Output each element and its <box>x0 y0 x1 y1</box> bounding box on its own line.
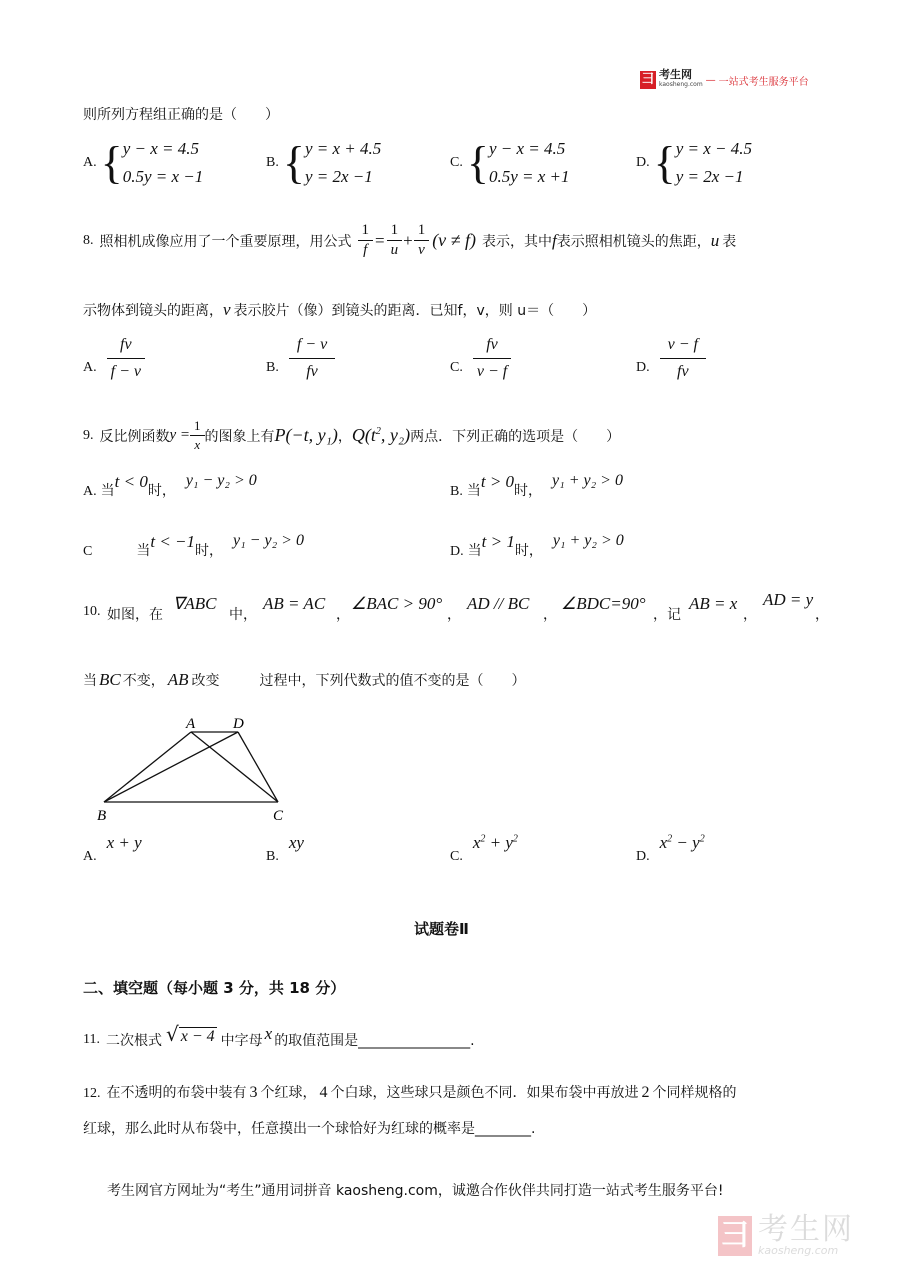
q9-option-d <box>450 532 624 560</box>
q10-comma-5: ， <box>815 607 829 623</box>
equation-1: y − x = 4.5 <box>122 139 200 158</box>
q8-r1-num: 1 <box>387 222 403 241</box>
equation-2: y = 2x −1 <box>304 167 373 186</box>
logo-mark: 彐 <box>641 72 655 87</box>
q8-text-d: 表 <box>722 233 737 250</box>
q12-n1: 3 <box>249 1084 258 1101</box>
q10-line1 <box>83 590 829 624</box>
q10-triangle: ∇ABC <box>173 594 217 613</box>
q7-prompt: 则所列方程组正确的是（ ） <box>83 107 279 123</box>
q11-text-a: 二次根式 <box>105 1033 162 1049</box>
expression <box>473 833 518 853</box>
q8-r2-den: v <box>418 242 425 258</box>
q11-line <box>83 1022 475 1052</box>
q10-line2-b: 不变， <box>122 673 165 689</box>
q10-cond-5: AB = x <box>689 594 738 613</box>
expression-sup-a: 2 <box>480 833 486 845</box>
section-heading: 二、填空题（每小题 3 分，共 18 分） <box>83 979 346 997</box>
q8-text-a: 照相机成像应用了一个重要原理，用公式 <box>99 233 352 250</box>
result: y₁ + y₂ > 0 <box>552 532 624 549</box>
when-text: 当 <box>136 543 151 559</box>
q7-option-a <box>83 135 203 191</box>
expression-part-b: − y <box>672 833 700 852</box>
q12-number: 12. <box>83 1086 101 1101</box>
logo-text: 考生网 <box>659 68 692 81</box>
label-c: C <box>273 808 284 824</box>
part2-title: 试题卷Ⅱ <box>414 920 469 938</box>
expression <box>660 833 705 853</box>
q9-point-q-sup: 2 <box>375 426 381 437</box>
q10-option-c <box>450 833 518 865</box>
q8-line2-c: f，v，则 u＝（ ） <box>457 303 597 319</box>
option-label: B. <box>266 359 279 375</box>
numerator: f − v <box>289 334 335 359</box>
shi-text: 时， <box>514 483 543 499</box>
q9-func-lhs: y = <box>169 427 191 443</box>
q8-option-d <box>636 334 706 383</box>
q8-option-b <box>266 334 335 383</box>
q8-f-var: f <box>552 230 557 250</box>
condition: t < −1 <box>150 532 196 551</box>
q12-text-a: 在不透明的布袋中装有 <box>106 1085 247 1101</box>
q9-text-c: 两点．下列正确的选项是（ ） <box>410 428 621 445</box>
q10-comma-4: ， <box>743 607 757 623</box>
expression-part-a: x <box>472 833 481 852</box>
watermark-url: kaosheng.com <box>758 1244 839 1257</box>
option-label: A. <box>83 484 97 499</box>
expression: x + y <box>106 833 142 852</box>
watermark-text: 考生网 <box>758 1212 854 1247</box>
q12-n2: 4 <box>319 1084 328 1101</box>
q10-line2-a: 当 <box>83 673 97 689</box>
q11-radicand: x − 4 <box>180 1028 215 1045</box>
expression-part-a: x <box>659 833 668 852</box>
q7-option-b <box>266 135 381 191</box>
equation-1: y = x − 4.5 <box>675 139 753 158</box>
footer-watermark <box>718 1212 854 1257</box>
q8-lhs-num: 1 <box>358 222 374 241</box>
option-label: C. <box>450 849 463 864</box>
q9-number: 9. <box>83 427 94 443</box>
brace: { <box>282 137 305 188</box>
q9-option-c <box>83 532 304 560</box>
result: y₁ − y₂ > 0 <box>185 472 257 489</box>
option-label: B. <box>266 849 279 864</box>
q7-option-d <box>636 135 752 191</box>
when-text: 当 <box>100 483 115 499</box>
q12-n3: 2 <box>641 1084 650 1101</box>
q12-text-c: 个白球，这些球只是颜色不同．如果布袋中再放进 <box>330 1085 639 1101</box>
q8-r1-den: u <box>390 242 399 258</box>
denominator: f − v <box>110 363 141 380</box>
expression-sup-b: 2 <box>512 833 518 845</box>
line-bd <box>104 732 238 802</box>
q10-bc: BC <box>99 670 121 689</box>
q9-option-b <box>450 472 623 500</box>
q9-point-q-b: , y₂) <box>380 425 411 445</box>
brace: { <box>100 137 123 188</box>
q9-sep: ， <box>337 428 352 445</box>
q10-line2-c: 改变 <box>191 673 220 689</box>
q10-comma-2: ， <box>447 607 461 623</box>
q8-line2 <box>83 300 596 320</box>
option-label: B. <box>450 484 463 499</box>
option-label: D. <box>636 359 650 375</box>
q8-text-b: 表示，其中 <box>482 233 553 250</box>
q9-option-a <box>83 472 257 500</box>
q9-point-p: P(−t, y₁) <box>274 425 338 445</box>
watermark-logo: 彐 <box>718 1216 752 1256</box>
option-label: D. <box>636 155 650 170</box>
q9-point-q <box>352 425 410 446</box>
q8-r2-num: 1 <box>414 222 430 241</box>
q10-comma-3: ， <box>543 607 557 623</box>
shi-text: 时， <box>514 543 543 559</box>
q10-option-b <box>266 833 304 865</box>
q8-text-c: 表示照相机镜头的焦距， <box>556 233 711 250</box>
q9-func-num: 1 <box>190 418 205 436</box>
q10-line2 <box>83 670 526 690</box>
logo-url: kaosheng.com <box>659 81 703 88</box>
q8-number: 8. <box>83 232 94 248</box>
header-logo: 彐 考生网 kaosheng.com — 一站式考生服务平台 <box>641 68 809 88</box>
result: y₁ − y₂ > 0 <box>233 532 304 549</box>
expression-sup-a: 2 <box>667 833 673 845</box>
q10-figure <box>90 712 300 827</box>
numerator: fv <box>473 334 511 359</box>
q11-text-b: 中字母 <box>220 1033 263 1049</box>
option-label: B. <box>266 155 279 170</box>
q9-line1 <box>83 418 620 453</box>
label-b: B <box>97 808 107 824</box>
q11-number: 11. <box>83 1032 100 1047</box>
q9-text-b: 的图象上有 <box>204 428 275 445</box>
q8-option-c <box>450 334 511 383</box>
condition: t < 0 <box>114 472 148 491</box>
q8-formula: $\frac{1}{f}$ = $\frac{1}{u}$ + $\frac{1}{v}$ (v ≠ f) <box>358 222 477 259</box>
equation-2: 0.5y = x −1 <box>122 167 204 186</box>
option-label: A. <box>83 359 97 375</box>
equation-2: y = 2x −1 <box>675 167 744 186</box>
equation-1: y = x + 4.5 <box>304 139 382 158</box>
option-label: C <box>83 544 93 559</box>
q12-text-b: 个红球， <box>260 1085 317 1101</box>
option-label: A. <box>83 849 97 864</box>
q8-condition: (v ≠ f) <box>432 230 477 250</box>
q10-cond-1: AB = AC <box>263 594 326 613</box>
shi-text: 时， <box>147 483 176 499</box>
option-label: A. <box>83 155 97 170</box>
q12-text-d: 个同样规格的 <box>652 1085 737 1101</box>
q10-option-a <box>83 833 142 865</box>
q11-radical: √ x − 4 <box>165 1022 215 1046</box>
q10-zhong: 中， <box>229 607 257 623</box>
brace: { <box>466 137 489 188</box>
header-slogan: 一站式考生服务平台 <box>718 76 809 88</box>
q10-ji: ，记 <box>653 607 681 623</box>
line-ac <box>191 732 278 802</box>
q10-number: 10. <box>83 604 101 619</box>
label-a: A <box>186 716 196 732</box>
when-text: 当 <box>466 483 481 499</box>
option-label: D. <box>636 849 650 864</box>
q8-lhs-den: f <box>363 242 368 258</box>
q10-option-d <box>636 833 705 865</box>
brace: { <box>653 137 676 188</box>
q10-ab: AB <box>167 670 189 689</box>
numerator: v − f <box>660 334 706 359</box>
result: y₁ + y₂ > 0 <box>552 472 623 489</box>
q8-u-var: u <box>710 230 720 250</box>
option-label: D. <box>450 544 464 559</box>
option-label: C. <box>450 359 463 375</box>
denominator: v − f <box>476 363 508 380</box>
numerator: fv <box>107 334 145 359</box>
q10-cond-4: ∠BDC=90° <box>561 594 646 613</box>
condition: t > 1 <box>481 532 515 551</box>
q9-point-q-a: Q(t <box>351 425 376 445</box>
q12-line1 <box>83 1082 737 1102</box>
q10-line2-d: 过程中，下列代数式的值不变的是（ ） <box>259 673 526 689</box>
q8-option-a <box>83 334 145 383</box>
when-text: 当 <box>467 543 482 559</box>
option-label: C. <box>450 155 463 170</box>
expression-part-b: + y <box>485 833 513 852</box>
footer-text: 考生网官方网址为“考生”通用词拼音 kaosheng.com，诚邀合作伙伴共同打造一站式考生服务平台! <box>107 1183 724 1199</box>
denominator: fv <box>306 363 318 380</box>
shi-text: 时， <box>195 543 224 559</box>
line-ba <box>104 732 191 802</box>
denominator: fv <box>677 363 689 380</box>
q8-line2-b: 表示胶片（像）到镜头的距离．已知 <box>233 303 458 319</box>
line-dc <box>238 732 278 802</box>
q10-cond-3: AD // BC <box>467 594 530 613</box>
equation-2: 0.5y = x +1 <box>488 167 570 186</box>
equation-1: y − x = 4.5 <box>488 139 566 158</box>
q8-line2-a: 示物体到镜头的距离， <box>83 303 223 319</box>
q9-func-den: x <box>194 437 201 452</box>
q10-cond-6: AD = y <box>763 590 814 609</box>
q12-line2: 红球，那么此时从布袋中，任意摸出一个球恰好为红球的概率是________. <box>83 1121 536 1137</box>
expression: xy <box>288 833 304 852</box>
q10-comma-1: ， <box>336 607 350 623</box>
q10-cond-2: ∠BAC > 90° <box>351 594 443 613</box>
q8-line1 <box>83 222 736 259</box>
condition: t > 0 <box>480 472 515 491</box>
q9-text-a: 反比例函数 <box>99 428 170 445</box>
expression-sup-b: 2 <box>699 833 705 845</box>
q10-text-a: 如图，在 <box>107 607 163 623</box>
q11-text-c: 的取值范围是________________. <box>274 1033 475 1049</box>
q11-var: x <box>264 1024 273 1043</box>
label-d: D <box>233 716 244 732</box>
q8-v-var: v <box>223 300 231 319</box>
q7-option-c <box>450 135 569 191</box>
